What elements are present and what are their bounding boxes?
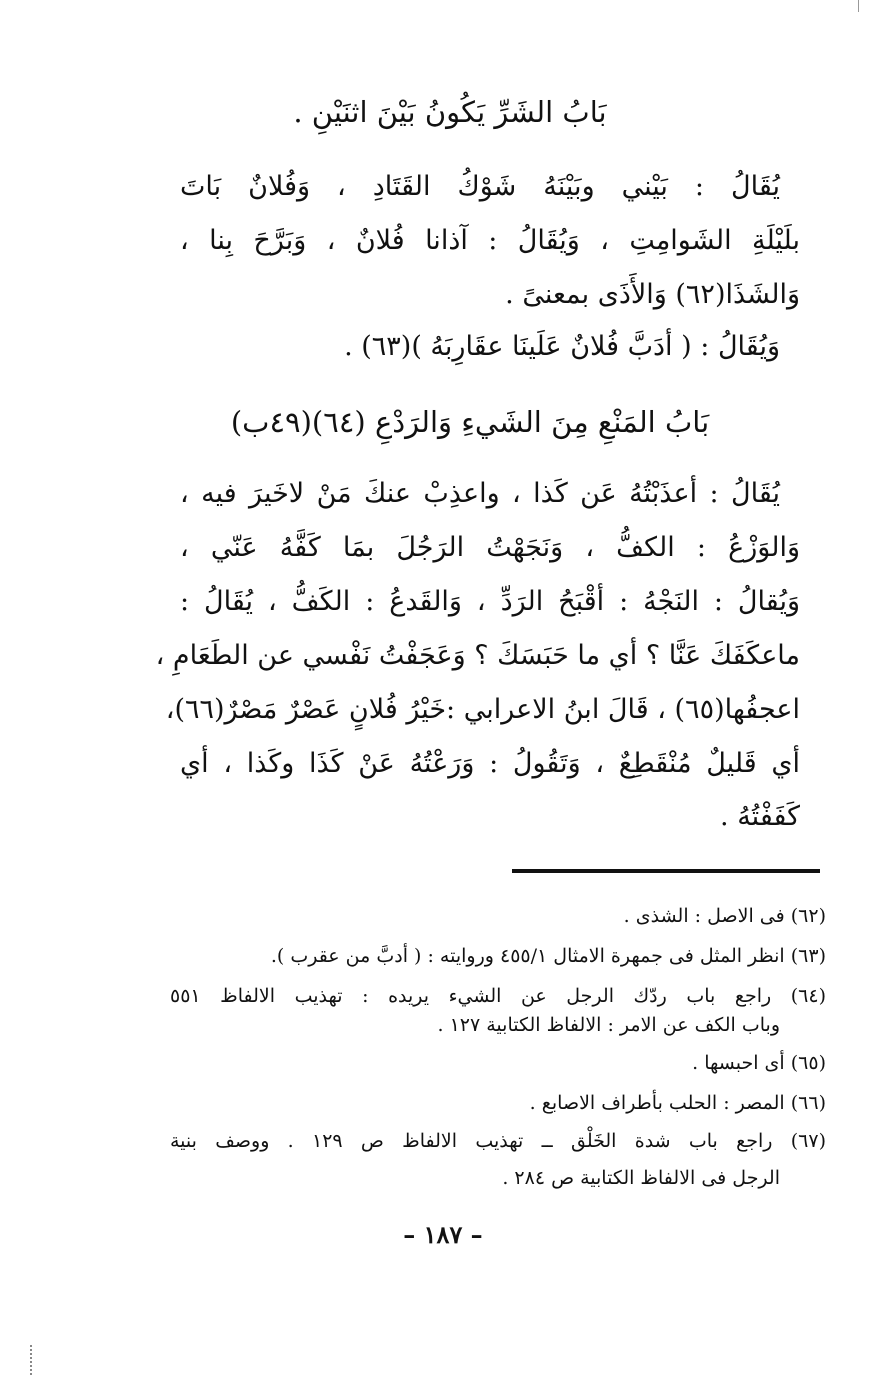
- footnote-63: (٦٣) انظر المثل فى جمهرة الامثال ٤٥٥/١ وروايته : ( أدبَّ من عقرب ).: [270, 945, 826, 967]
- text-line: كَفَفْتُهُ .: [720, 801, 800, 832]
- section-heading-1: بَابُ الشَرِّ يَكُونُ بَيْنَ اثنَيْنِ .: [293, 95, 607, 129]
- text-line: وَالوَزْعُ : الكفُّ ، وَنَجَهْتُ الرَجُلَ بمَا كَفَّهُ عَنّي ،: [180, 532, 800, 563]
- page-number: – ١٨٧ –: [403, 1220, 483, 1249]
- proverb-line: وَيُقَالُ : ( أدَبَّ فُلانٌ عَلَينَا عقَارِبَهُ )(٦٣) .: [344, 331, 780, 362]
- footnote-64-continued: وباب الكف عن الامر : الالفاظ الكتابية ١٢٧ .: [437, 1014, 780, 1036]
- footnote-66: (٦٦) المصر : الحلب بأطراف الاصابع .: [529, 1092, 826, 1114]
- text-line: ماعكَفَكَ عَنَّا ؟ أي ما حَبَسَكَ ؟ وَعَجَفْتُ نَفْسي عن الطَعَامِ ،: [155, 640, 800, 671]
- text-line: وَيُقالُ : النَجْهُ : أقْبَحُ الرَدِّ ، وَالقَدعُ : الكَفُّ ، يُقَالُ :: [180, 586, 800, 617]
- text-line: وَالشَذَا(٦٢) وَالأَذَى بمعنىً .: [505, 279, 800, 310]
- text-line: يُقَالُ : أعذَبْتُهُ عَن كَذا ، واعذِبْ عنكَ مَنْ لاخَيرَ فيه ،: [180, 478, 780, 509]
- section-heading-2: بَابُ المَنْعِ مِنَ الشَيءِ وَالرَدْعِ (٦٤)(٤٩ب): [230, 405, 710, 439]
- footnote-62: (٦٢) فى الاصل : الشذى .: [623, 905, 826, 927]
- footnote-separator: [512, 869, 820, 873]
- footnote-67: (٦٧) راجع باب شدة الخَلْق ــ تهذيب الالفاظ ص ١٢٩ . ووصف بنية: [170, 1130, 826, 1152]
- text-line: بلَيْلَةِ الشَوامِتِ ، وَيُقَالُ : آذانا فُلانٌ ، وَبَرَّحَ بِنا ،: [180, 225, 800, 256]
- text-line: اعجفُها(٦٥) ، قَالَ ابنُ الاعرابي :خَيْرُ فُلانٍ عَصْرٌ مَصْرٌ(٦٦)،: [165, 694, 800, 725]
- text-line: يُقَالُ : بَيْني وبَيْنَهُ شَوْكُ القَتَادِ ، وَفُلانٌ بَاتَ: [180, 171, 780, 202]
- scan-edge-mark: [858, 0, 859, 12]
- footnote-65: (٦٥) أى احبسها .: [692, 1052, 826, 1074]
- text-line: أي قَليلٌ مُنْقَطِعٌ ، وَتَقُولُ : وَرَعْتُهُ عَنْ كَذَا وكَذا ، أي: [180, 748, 800, 779]
- footnote-64: (٦٤) راجع باب ردّك الرجل عن الشيء يريده : تهذيب الالفاظ ٥٥١: [170, 985, 826, 1007]
- scan-edge-dots: [30, 1345, 34, 1375]
- footnote-67-continued: الرجل فى الالفاظ الكتابية ص ٢٨٤ .: [502, 1167, 780, 1189]
